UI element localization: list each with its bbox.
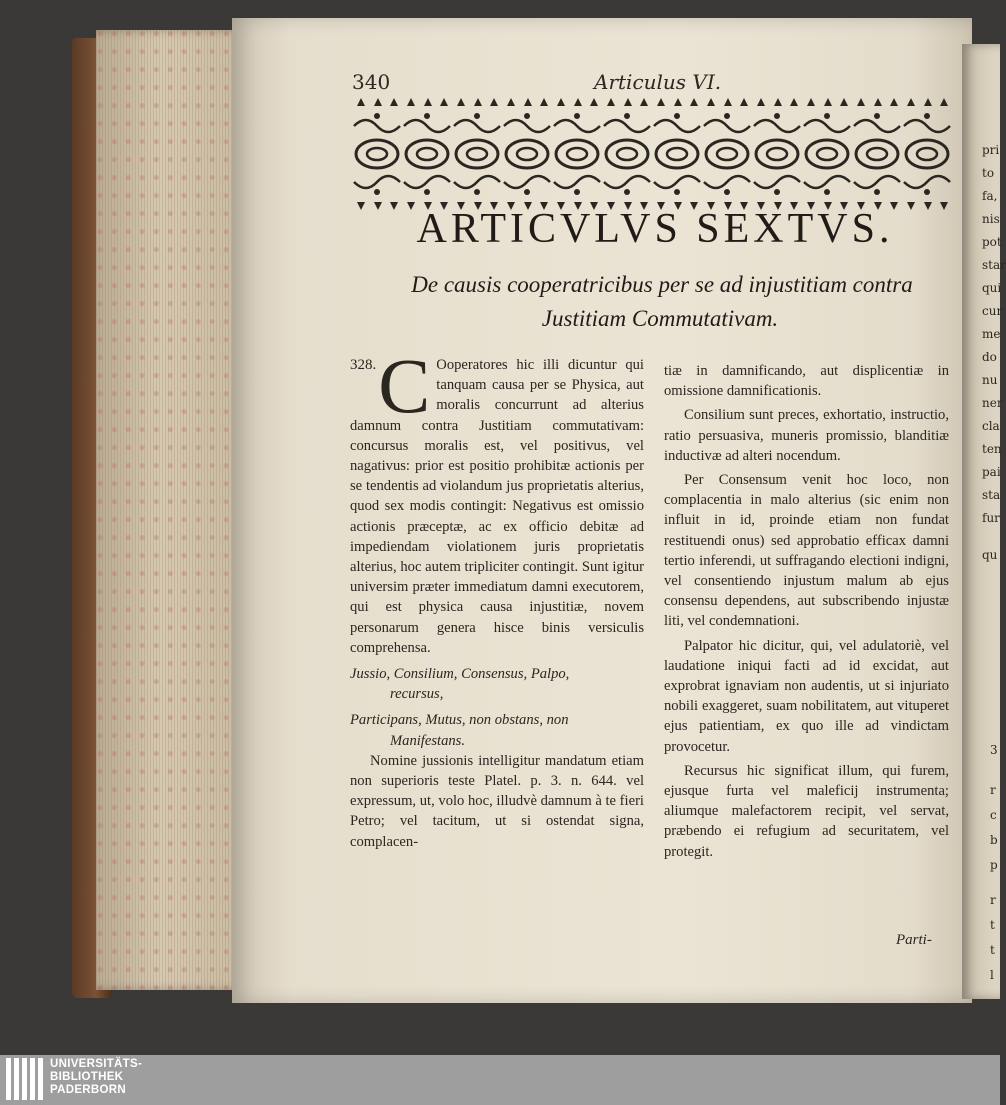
paragraph-consensus: Per Consensum venit hoc loco, non complacentia in malo alterius (sic enim non influit in id, proinde etiam non fundat restituendi onus) sed approbatio efficax damni tertio inferendi, ut suffragando electioni indigni, vel consentiendo injustum malum ab ejus consensu dependens, aut subscribendo injustæ liti, vel condemnationi. [664, 472, 949, 630]
ornament-border [352, 96, 952, 212]
facing-page-text-fragment: fa, [982, 189, 998, 203]
facing-page-fragment [962, 44, 1006, 999]
paragraph-palpator: Palpator hic dicitur, qui, vel adulatoriè, vel laudatione iniqui facti ad id excidat, aut exprobrat ignaviam non audentis, ut si injuriato nobili exaggeret, suam nobilitatem, aut vituperet ejus patientiam, ex quo ille ad vindictam provocetur. [664, 637, 949, 755]
library-name-line: BIBLIOTHEK [50, 1071, 124, 1083]
article-title: ARTICVLVS SEXTVS. [416, 206, 894, 252]
article-subtitle-line2: Justitiam Commutativam. [541, 306, 779, 331]
footer-bar [0, 1055, 1000, 1105]
paragraph-number: 328. [350, 357, 377, 373]
facing-page-text-fragment: nu [982, 373, 998, 387]
facing-page-text-fragment: p [990, 858, 998, 872]
paragraph-recursus: Recursus hic significat illum, qui furem, ejusque furta vel maleficij instrumenta; aliumque malefactorem recipit, vel servat, præbendo ei refugium ad securitatem, vel protegit. [664, 762, 949, 860]
facing-page-text-fragment: ten [982, 442, 1002, 456]
verse-line: Jussio, Consilium, Consensus, Palpo, [350, 666, 570, 683]
facing-page-text-fragment: pot [982, 235, 1002, 249]
facing-page-text-fragment: cur [982, 304, 1003, 318]
right-text-column [664, 361, 949, 862]
facing-page-text-fragment: c [990, 808, 997, 822]
facing-page-text-fragment: r [990, 893, 996, 907]
catchword: Parti- [896, 932, 932, 948]
facing-page-text-fragment: nis [982, 212, 1000, 226]
facing-page-text-fragment: qu [982, 548, 998, 562]
paragraph-328 [350, 342, 644, 658]
facing-page-text-fragment: me [982, 327, 1001, 341]
verse-line: recursus, [390, 686, 444, 703]
article-subtitle-line1: De causis cooperatricibus per se ad injustitiam contra [411, 272, 913, 297]
facing-page-text-fragment: t [990, 943, 995, 957]
facing-page-text-fragment: fur [982, 511, 1000, 525]
facing-page-text-fragment: cla [982, 419, 1000, 433]
paragraph-text: Ooperatores hic illi dicuntur qui tanquam causa per se Physica, aut moralis concurrunt ad alterius damnum contra Justitiam commutativam: concursus moralis est, vel positivus, vel nagativus: prior est positio prohibitæ actionis per se tendentis ad violandum jus proprietatis alterius, quod sex modis contingit: Negativus est omissio actionis præceptæ, ac ex officio debitæ ad impediendam violationem juris proprietatis alterius, hoc autem tripliciter contingit. Sunt igitur universim præter immediatum damni executorem, qui est physica causa injustitiæ, novem personarum genera hisce binis versiculis comprehensa. [350, 357, 644, 656]
facing-page-text-fragment: do [982, 350, 997, 364]
paragraph-text: Nomine jussionis intelligitur mandatum etiam non superioris teste Platel. p. 3. n. 644. vel expressum, ut, volo hoc, illudvè damnum à te fieri Petro; vel tacitum, ut si ostendat signa, complacen- [350, 752, 644, 850]
library-name [50, 1058, 142, 1097]
facing-page-text-fragment: r [990, 783, 996, 797]
facing-page-text-fragment: ner [982, 396, 1003, 410]
facing-page-text-fragment: 3 [990, 743, 998, 757]
facing-page-text-fragment: sta [982, 488, 1001, 502]
left-text-column [350, 342, 644, 852]
facing-page-text-fragment: b [990, 833, 998, 847]
facing-page-text-fragment: pri [982, 143, 1000, 157]
facing-page-text-fragment: qui [982, 281, 1002, 295]
facing-page-text-fragment: pai [982, 465, 1001, 479]
page-number: 340 [352, 70, 391, 94]
running-title: Articulus VI. [594, 70, 722, 94]
facing-page-text-fragment: star [982, 258, 1006, 272]
paragraph-consilium: Consilium sunt preces, exhortatio, instructio, ratio persuasiva, muneris promissio, blanditiæ inductivæ ad alteri nocendum. [664, 407, 949, 464]
facing-page-text-fragment: to [982, 166, 995, 180]
facing-page-text-fragment: t [990, 918, 995, 932]
facing-page-text-fragment: l [990, 968, 994, 982]
library-name-line: PADERBORN [50, 1084, 126, 1096]
paragraph-text: tiæ in damnificando, aut displicentiæ in omissione damnificationis. [664, 363, 949, 400]
verse-line: Manifestans. [390, 732, 465, 749]
library-name-line: UNIVERSITÄTS- [50, 1058, 143, 1070]
library-logo-icon [6, 1058, 46, 1100]
verse-line: Participans, Mutus, non obstans, non [350, 712, 569, 729]
drop-cap: C [378, 342, 431, 429]
